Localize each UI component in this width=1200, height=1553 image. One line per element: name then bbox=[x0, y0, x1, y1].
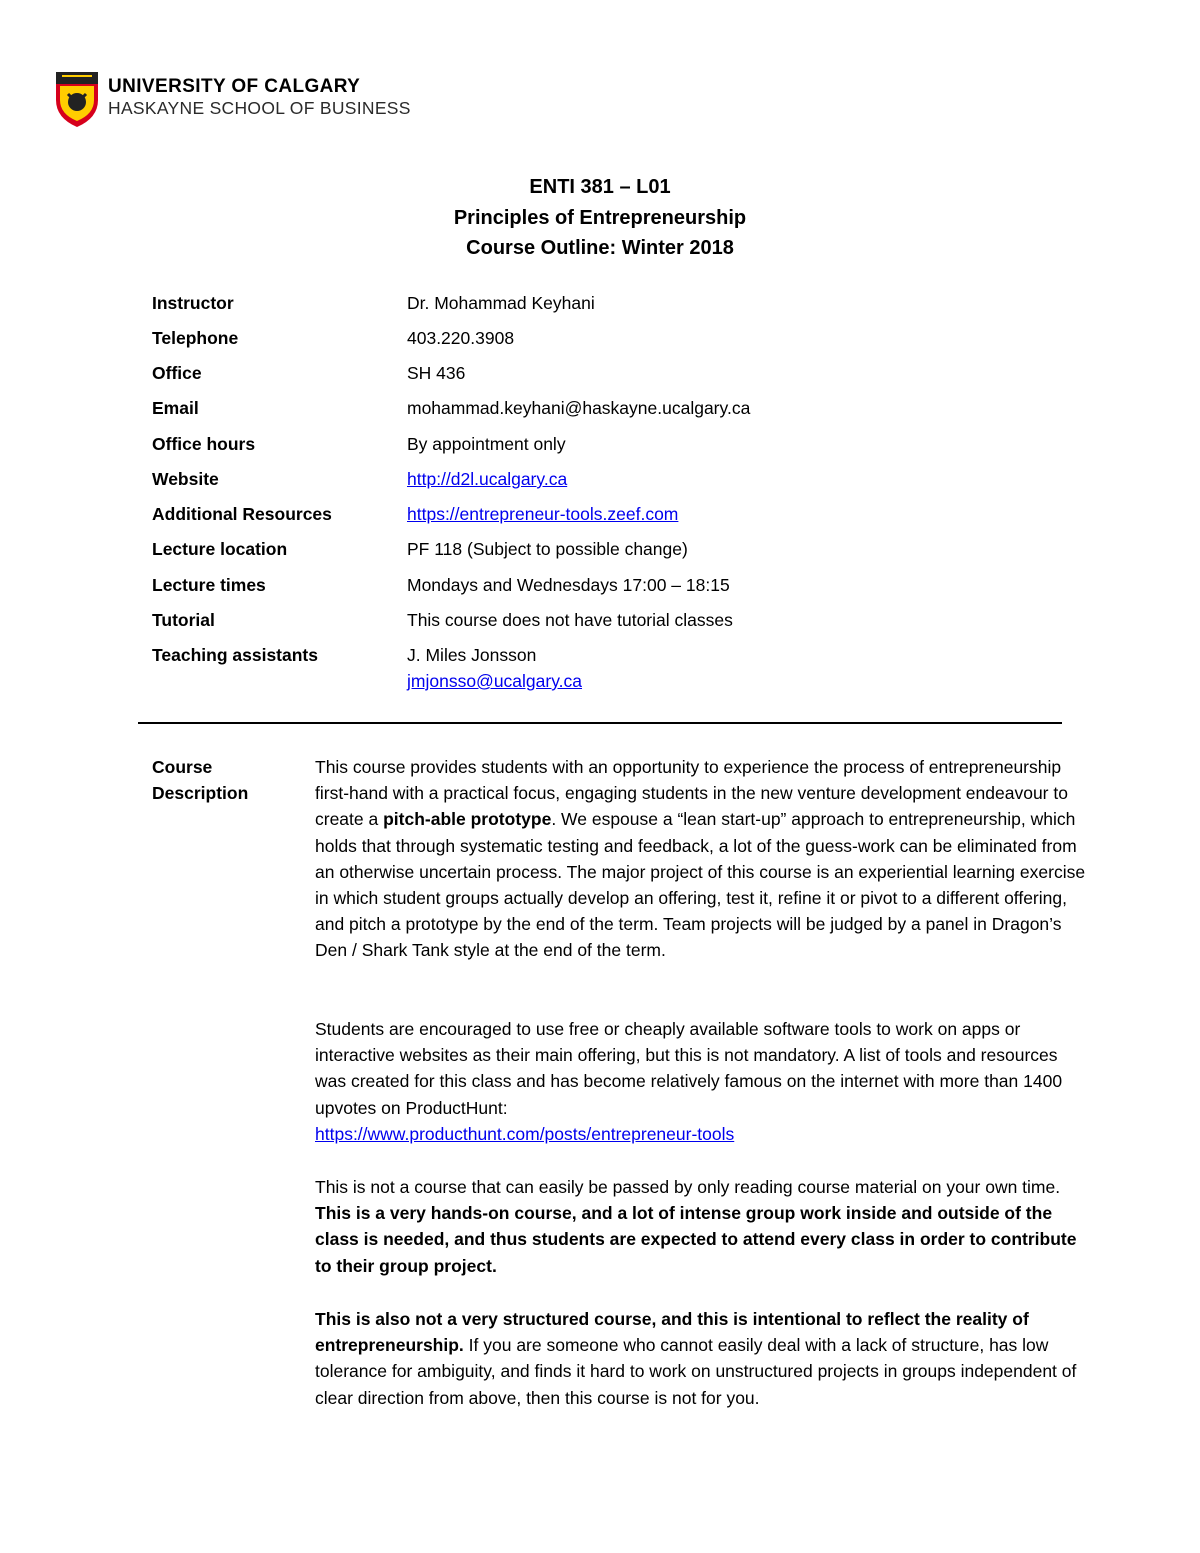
info-value: This course does not have tutorial classes bbox=[407, 610, 733, 630]
info-row-instructor bbox=[152, 293, 1052, 319]
info-row-office bbox=[152, 363, 1052, 389]
info-value: Mondays and Wednesdays 17:00 – 18:15 bbox=[407, 575, 730, 595]
course-description-label bbox=[152, 754, 292, 806]
info-label: Office bbox=[152, 363, 202, 383]
ta-email-link[interactable]: jmjonsso@ucalgary.ca bbox=[407, 671, 583, 691]
description-paragraph bbox=[315, 754, 1090, 964]
info-label: Telephone bbox=[152, 328, 239, 348]
info-value: J. Miles Jonsson bbox=[407, 645, 537, 665]
description-paragraph bbox=[315, 1306, 1090, 1411]
label-line: Course bbox=[152, 757, 213, 777]
producthunt-link[interactable]: https://www.producthunt.com/posts/entrepreneur-tools bbox=[315, 1123, 735, 1144]
school-name: HASKAYNE SCHOOL OF BUSINESS bbox=[108, 98, 411, 118]
label-line: Description bbox=[152, 783, 249, 804]
info-row-email bbox=[152, 398, 1052, 424]
text: If you are someone who cannot easily deal with a lack of structure, has low tolerance for ambiguity, and finds it hard to work on unstructured projects in groups independent of clear direction from above, then this course is not for you. bbox=[315, 1335, 1077, 1408]
text: This course provides students with an opportunity to experience the process of entrepreneurship first-hand with a practical focus, engaging students in the new venture development endeavour to create a bbox=[315, 757, 1068, 830]
info-row-website bbox=[152, 469, 1052, 495]
info-value: Dr. Mohammad Keyhani bbox=[407, 293, 595, 313]
info-label: Teaching assistants bbox=[152, 645, 318, 665]
info-label: Email bbox=[152, 398, 199, 418]
university-logo bbox=[54, 70, 454, 132]
text: . We espouse a “lean start-up” approach to entrepreneurship, which holds that through systematic testing and feedback, a lot of the guess-work can be eliminated from an otherwise uncertain process. The major project of this course is an experiential learning exercise in which student groups actually develop an offering, test it, refine it or pivot to a different offering, and pitch a prototype by the end of the term. Team projects will be judged by a panel in Dragon’s Den / Shark Tank style at the end of the term. bbox=[315, 809, 1086, 961]
info-label: Website bbox=[152, 469, 219, 489]
info-label: Instructor bbox=[152, 293, 234, 313]
info-row-tutorial bbox=[152, 610, 1052, 636]
course-outline-title: Course Outline: Winter 2018 bbox=[466, 237, 734, 259]
info-value: PF 118 (Subject to possible change) bbox=[407, 539, 688, 559]
info-value: SH 436 bbox=[407, 363, 466, 383]
info-row-teaching-assistants bbox=[152, 645, 1052, 697]
description-paragraph bbox=[315, 1016, 1090, 1147]
info-value: By appointment only bbox=[407, 434, 566, 454]
info-label: Lecture location bbox=[152, 539, 288, 559]
website-link[interactable]: http://d2l.ucalgary.ca bbox=[407, 469, 568, 489]
bold-text: This is a very hands-on course, and a lot of intense group work inside and outside of the class is needed, and thus students are expected to attend every class in order to contribute to their group project. bbox=[315, 1203, 1077, 1276]
bold-text: This is also not a very structured course, and this is intentional to reflect the reality of entrepreneurship. bbox=[315, 1309, 1029, 1356]
email-value: mohammad.keyhani@haskayne.ucalgary.ca bbox=[407, 398, 751, 418]
info-label: Tutorial bbox=[152, 610, 215, 630]
info-label: Office hours bbox=[152, 434, 256, 454]
text: Students are encouraged to use free or cheaply available software tools to work on apps or interactive websites as their main offering, but this is not mandatory. A list of tools and resources was created for this class and has become relatively famous on the internet with more than 1400 upvotes on ProductHunt: bbox=[315, 1019, 1063, 1118]
course-code: ENTI 381 – L01 bbox=[529, 176, 671, 198]
text: This is not a course that can easily be passed by only reading course material on your own time. bbox=[315, 1177, 1061, 1197]
section-divider bbox=[138, 722, 1062, 724]
bold-text: pitch-able prototype bbox=[383, 809, 552, 830]
university-crest-icon bbox=[54, 70, 100, 128]
info-label: Additional Resources bbox=[152, 504, 332, 524]
info-label: Lecture times bbox=[152, 575, 266, 595]
resources-link[interactable]: https://entrepreneur-tools.zeef.com bbox=[407, 504, 679, 524]
info-row-telephone bbox=[152, 328, 1052, 354]
course-name: Principles of Entrepreneurship bbox=[453, 207, 747, 229]
info-row-lecture-times bbox=[152, 575, 1052, 601]
info-row-additional-resources bbox=[152, 504, 1052, 530]
description-paragraph bbox=[315, 1174, 1090, 1279]
info-row-lecture-location bbox=[152, 539, 1052, 565]
university-name: UNIVERSITY OF CALGARY bbox=[108, 76, 361, 97]
info-value: 403.220.3908 bbox=[407, 328, 515, 348]
info-row-office-hours bbox=[152, 434, 1052, 460]
